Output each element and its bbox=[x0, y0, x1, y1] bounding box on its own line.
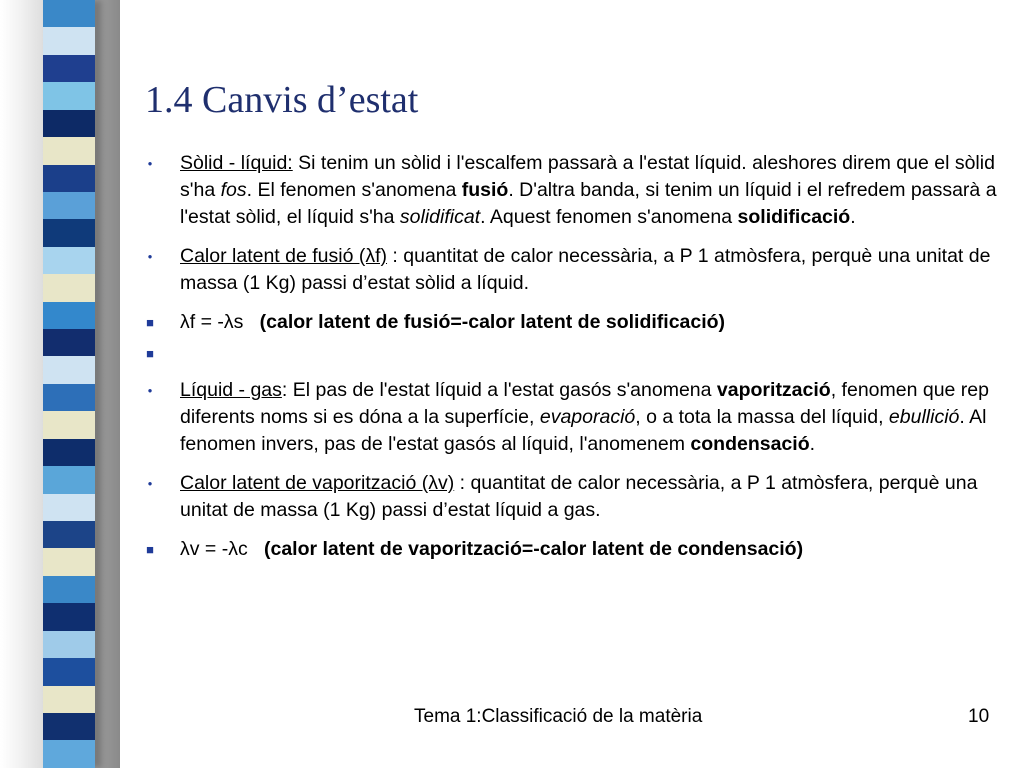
stripe-block bbox=[43, 521, 95, 548]
term-liquid-gas: Líquid - gas bbox=[180, 379, 282, 401]
stripe-block bbox=[43, 576, 95, 603]
bullet-dot-icon bbox=[142, 470, 158, 500]
square-bullet-icon: ■ bbox=[146, 346, 154, 361]
stripe-block bbox=[43, 192, 95, 219]
stripe-block bbox=[43, 466, 95, 493]
stripe-block bbox=[43, 658, 95, 685]
stripe-block bbox=[43, 548, 95, 575]
bullet-item-solid-liquid: ● Sòlid - líquid: Si tenim un sòlid i l'escalfem passarà a l'estat líquid. aleshores direm que el sòlid s'ha fos. El fenomen s'anomena fusió. D'altra banda, si tenim un líquid i el refredem passarà a l'estat sòlid, el líquid s'ha solidificat. Aquest fenomen s'anomena solidificació. bbox=[140, 150, 1000, 231]
stripe-block bbox=[43, 740, 95, 767]
term-latent-fusion: Calor latent de fusió (λf) bbox=[180, 245, 388, 267]
stripe-block bbox=[43, 631, 95, 658]
equation-fusion: ■ λf = -λs (calor latent de fusió=-calor latent de solidificació) bbox=[140, 309, 1000, 336]
bullet-item-latent-vaporization: ● Calor latent de vaporització (λv) : quantitat de calor necessària, a P 1 atmòsfera, perquè una unitat de massa (1 Kg) passi d’estat líquid a gas. bbox=[140, 470, 1000, 524]
stripe-block bbox=[43, 0, 95, 27]
stripe-block bbox=[43, 165, 95, 192]
footer-title: Tema 1:Classificació de la matèria bbox=[414, 706, 703, 727]
square-bullet-icon: ■ bbox=[146, 542, 154, 557]
bullet-item-latent-fusion: ● Calor latent de fusió (λf) : quantitat de calor necessària, a P 1 atmòsfera, perquè una unitat de massa (1 Kg) passi d’estat sòlid a líquid. bbox=[140, 243, 1000, 297]
bullet-dot-icon bbox=[142, 243, 158, 273]
stripe-block bbox=[43, 686, 95, 713]
square-bullet-icon: ■ bbox=[146, 315, 154, 330]
equation-vaporization: ■ λv = -λc (calor latent de vaporització=-calor latent de condensació) bbox=[140, 536, 1000, 563]
bullet-dot-icon bbox=[142, 377, 158, 407]
stripe-block bbox=[43, 329, 95, 356]
stripe-block bbox=[43, 274, 95, 301]
stripe-block bbox=[43, 27, 95, 54]
stripe-block bbox=[43, 302, 95, 329]
empty-bullet-item bbox=[140, 340, 1000, 367]
stripe-block bbox=[43, 219, 95, 246]
stripe-block bbox=[43, 110, 95, 137]
bullet-item-liquid-gas: ● Líquid - gas: El pas de l'estat líquid a l'estat gasós s'anomena vaporització, fenomen que rep diferents noms si es dóna a la superfície, evaporació, o a tota la massa del líquid, ebullició. Al fenomen invers, pas de l'estat gasós al líquid, l'anomenem condensació. bbox=[140, 377, 1000, 458]
slide-content bbox=[140, 150, 1000, 563]
page-number: 10 bbox=[968, 706, 990, 727]
stripe-block bbox=[43, 439, 95, 466]
stripe-block bbox=[43, 137, 95, 164]
decorative-stripe bbox=[43, 0, 95, 768]
term-latent-vaporization: Calor latent de vaporització (λv) bbox=[180, 472, 455, 494]
term-solid-liquid: Sòlid - líquid: bbox=[180, 152, 293, 174]
stripe-block bbox=[43, 713, 95, 740]
stripe-block bbox=[43, 82, 95, 109]
bullet-dot-icon bbox=[142, 150, 158, 180]
stripe-block bbox=[43, 247, 95, 274]
stripe-block bbox=[43, 384, 95, 411]
stripe-block bbox=[43, 55, 95, 82]
slide-title: 1.4 Canvis d’estat bbox=[145, 79, 419, 121]
stripe-block bbox=[43, 411, 95, 438]
stripe-block bbox=[43, 603, 95, 630]
stripe-block bbox=[43, 356, 95, 383]
stripe-block bbox=[43, 494, 95, 521]
